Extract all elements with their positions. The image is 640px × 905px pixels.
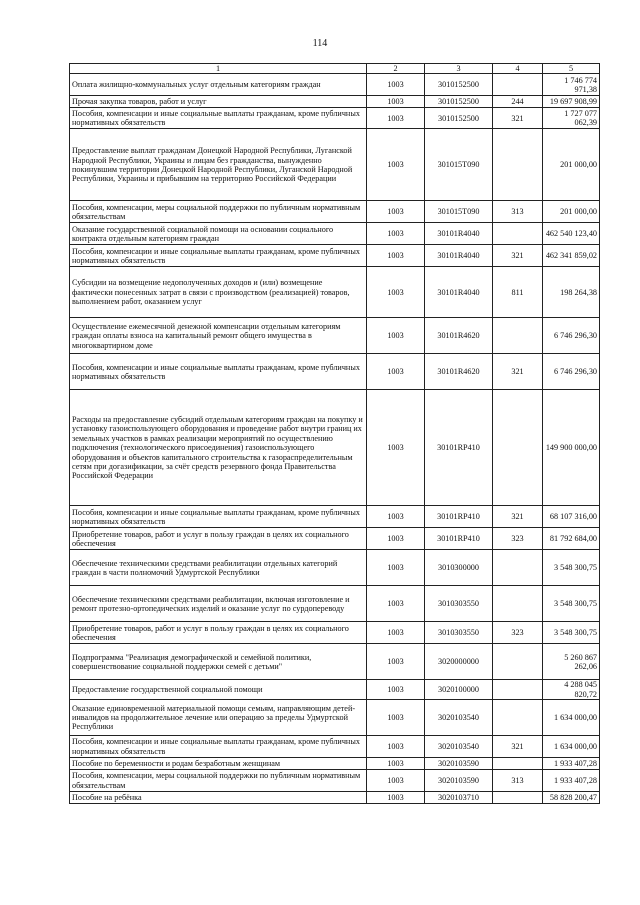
cell-type — [493, 758, 543, 770]
cell-name: Осуществление ежемесячной денежной компенсации отдельным категориям граждан оплаты взноса на капитальный ремонт общего имущества в многоквартирном доме — [70, 318, 367, 354]
cell-name: Обеспечение техническими средствами реабилитации отдельных категорий граждан в части полномочий Удмуртской Республики — [70, 550, 367, 586]
table-row — [70, 245, 600, 267]
cell-type: 321 — [493, 736, 543, 758]
cell-name: Оказание государственной социальной помощи на основании социального контракта отдельным категориям граждан — [70, 223, 367, 245]
cell-amount: 58 828 200,47 — [543, 792, 600, 804]
cell-amount: 462 341 859,02 — [543, 245, 600, 267]
cell-type — [493, 586, 543, 622]
cell-amount: 5 260 867 262,06 — [543, 644, 600, 680]
cell-section: 1003 — [367, 680, 425, 700]
cell-section: 1003 — [367, 758, 425, 770]
cell-target: 30101R4620 — [425, 354, 493, 390]
cell-target: 3010300000 — [425, 550, 493, 586]
cell-name: Пособия, компенсации и иные социальные выплаты гражданам, кроме публичных нормативных обязательств — [70, 506, 367, 528]
cell-section: 1003 — [367, 550, 425, 586]
cell-target: 30101R4040 — [425, 267, 493, 318]
cell-type: 313 — [493, 201, 543, 223]
table-row — [70, 736, 600, 758]
cell-section: 1003 — [367, 354, 425, 390]
cell-amount: 1 634 000,00 — [543, 736, 600, 758]
table-row — [70, 318, 600, 354]
cell-name: Обеспечение техническими средствами реабилитации, включая изготовление и ремонт протезно-ортопедических изделий и оказание услуг по сурдопереводу — [70, 586, 367, 622]
cell-name: Пособия, компенсации, меры социальной поддержки по публичным нормативным обязательствам — [70, 201, 367, 223]
cell-name: Пособия, компенсации и иные социальные выплаты гражданам, кроме публичных нормативных обязательств — [70, 736, 367, 758]
cell-name: Прочая закупка товаров, работ и услуг — [70, 96, 367, 108]
column-header: 4 — [493, 64, 543, 74]
cell-name: Предоставление выплат гражданам Донецкой Народной Республики, Луганской Народной Республики, Украины и лицам без гражданства, вынужденно покинувшим территории Донецкой Народной Республики, Луганской Народной Республики, Украины и прибывшим на территорию Российской Федерации — [70, 129, 367, 201]
table-row — [70, 96, 600, 108]
cell-target: 30101RP410 — [425, 506, 493, 528]
table-row — [70, 74, 600, 96]
cell-section: 1003 — [367, 792, 425, 804]
cell-type — [493, 792, 543, 804]
cell-name: Пособия, компенсации и иные социальные выплаты гражданам, кроме публичных нормативных обязательств — [70, 108, 367, 129]
cell-name: Приобретение товаров, работ и услуг в пользу граждан в целях их социального обеспечения — [70, 528, 367, 550]
cell-section: 1003 — [367, 506, 425, 528]
cell-target: 3010152500 — [425, 74, 493, 96]
cell-type — [493, 680, 543, 700]
cell-target: 30101RP410 — [425, 390, 493, 506]
cell-amount: 3 548 300,75 — [543, 622, 600, 644]
column-header: 1 — [70, 64, 367, 74]
cell-type: 323 — [493, 622, 543, 644]
table-row — [70, 792, 600, 804]
table-row — [70, 201, 600, 223]
table-row — [70, 644, 600, 680]
cell-target: 301015Т090 — [425, 129, 493, 201]
cell-section: 1003 — [367, 318, 425, 354]
table-row — [70, 700, 600, 736]
cell-section: 1003 — [367, 644, 425, 680]
cell-amount: 68 107 316,00 — [543, 506, 600, 528]
cell-amount: 1 746 774 971,38 — [543, 74, 600, 96]
cell-amount: 3 548 300,75 — [543, 586, 600, 622]
cell-amount: 81 792 684,00 — [543, 528, 600, 550]
cell-target: 3010152500 — [425, 96, 493, 108]
table-row — [70, 622, 600, 644]
cell-amount: 149 900 000,00 — [543, 390, 600, 506]
cell-type: 321 — [493, 506, 543, 528]
cell-target: 3020103590 — [425, 770, 493, 792]
cell-section: 1003 — [367, 390, 425, 506]
table-row — [70, 586, 600, 622]
cell-target: 3020103710 — [425, 792, 493, 804]
cell-target: 30101R4040 — [425, 245, 493, 267]
column-header: 5 — [543, 64, 600, 74]
cell-target: 3020103590 — [425, 758, 493, 770]
cell-type: 313 — [493, 770, 543, 792]
cell-name: Приобретение товаров, работ и услуг в пользу граждан в целях их социального обеспечения — [70, 622, 367, 644]
cell-amount: 19 697 908,99 — [543, 96, 600, 108]
cell-type: 323 — [493, 528, 543, 550]
cell-name: Пособия, компенсации и иные социальные выплаты гражданам, кроме публичных нормативных обязательств — [70, 245, 367, 267]
cell-name: Оказание единовременной материальной помощи семьям, направляющим детей-инвалидов на продолжительное лечение или операцию за пределы Удмуртской Республики — [70, 700, 367, 736]
table-row — [70, 390, 600, 506]
budget-table — [69, 63, 600, 804]
table-row — [70, 770, 600, 792]
table-row — [70, 223, 600, 245]
cell-type — [493, 74, 543, 96]
table-row — [70, 506, 600, 528]
cell-section: 1003 — [367, 770, 425, 792]
column-header: 2 — [367, 64, 425, 74]
cell-target: 3010152500 — [425, 108, 493, 129]
cell-target: 3020103540 — [425, 700, 493, 736]
cell-section: 1003 — [367, 108, 425, 129]
cell-amount: 6 746 296,30 — [543, 354, 600, 390]
cell-name: Субсидии на возмещение недополученных доходов и (или) возмещение фактически понесенных затрат в связи с производством (реализацией) товаров, выполнением работ, оказанием услуг — [70, 267, 367, 318]
cell-section: 1003 — [367, 586, 425, 622]
cell-type: 321 — [493, 108, 543, 129]
cell-type — [493, 390, 543, 506]
page-number: 114 — [312, 38, 328, 49]
table-row — [70, 267, 600, 318]
cell-name: Расходы на предоставление субсидий отдельным категориям граждан на покупку и установку газоиспользующего оборудования и проведение работ внутри границ их земельных участков в рамках реализации мероприятий по осуществлению подключения (технологического присоединения) газоиспользующего оборудования и объектов капитального строительства к газораспределительным сетям при догазификации, за счёт средств резервного фонда Правительства Российской Федерации — [70, 390, 367, 506]
cell-target: 30101R4040 — [425, 223, 493, 245]
cell-name: Пособие по беременности и родам безработным женщинам — [70, 758, 367, 770]
cell-target: 3020103540 — [425, 736, 493, 758]
cell-name: Пособия, компенсации, меры социальной поддержки по публичным нормативным обязательствам — [70, 770, 367, 792]
cell-section: 1003 — [367, 201, 425, 223]
cell-type: 244 — [493, 96, 543, 108]
cell-amount: 6 746 296,30 — [543, 318, 600, 354]
cell-section: 1003 — [367, 129, 425, 201]
table-header-row — [70, 64, 600, 74]
cell-section: 1003 — [367, 74, 425, 96]
cell-name: Предоставление государственной социальной помощи — [70, 680, 367, 700]
cell-target: 3010303550 — [425, 586, 493, 622]
cell-target: 3020100000 — [425, 680, 493, 700]
column-header: 3 — [425, 64, 493, 74]
cell-section: 1003 — [367, 736, 425, 758]
cell-name: Оплата жилищно-коммунальных услуг отдельным категориям граждан — [70, 74, 367, 96]
cell-name: Пособие на ребёнка — [70, 792, 367, 804]
cell-amount: 201 000,00 — [543, 129, 600, 201]
cell-target: 30101RP410 — [425, 528, 493, 550]
cell-section: 1003 — [367, 622, 425, 644]
cell-type — [493, 129, 543, 201]
cell-section: 1003 — [367, 700, 425, 736]
cell-section: 1003 — [367, 267, 425, 318]
cell-type — [493, 318, 543, 354]
cell-target: 301015Т090 — [425, 201, 493, 223]
table-row — [70, 129, 600, 201]
table-row — [70, 550, 600, 586]
cell-type — [493, 550, 543, 586]
table-row — [70, 758, 600, 770]
cell-amount: 4 288 045 820,72 — [543, 680, 600, 700]
cell-amount: 1 933 407,28 — [543, 758, 600, 770]
cell-target: 3020000000 — [425, 644, 493, 680]
table-row — [70, 528, 600, 550]
cell-name: Пособия, компенсации и иные социальные выплаты гражданам, кроме публичных нормативных обязательств — [70, 354, 367, 390]
cell-amount: 1 727 077 062,39 — [543, 108, 600, 129]
cell-type: 811 — [493, 267, 543, 318]
cell-section: 1003 — [367, 96, 425, 108]
cell-target: 30101R4620 — [425, 318, 493, 354]
cell-section: 1003 — [367, 528, 425, 550]
table-row — [70, 354, 600, 390]
table-row — [70, 108, 600, 129]
cell-amount: 462 540 123,40 — [543, 223, 600, 245]
cell-type: 321 — [493, 354, 543, 390]
cell-amount: 3 548 300,75 — [543, 550, 600, 586]
cell-amount: 1 933 407,28 — [543, 770, 600, 792]
cell-type — [493, 644, 543, 680]
cell-amount: 201 000,00 — [543, 201, 600, 223]
cell-target: 3010303550 — [425, 622, 493, 644]
cell-type: 321 — [493, 245, 543, 267]
cell-section: 1003 — [367, 223, 425, 245]
table-row — [70, 680, 600, 700]
cell-amount: 1 634 000,00 — [543, 700, 600, 736]
cell-type — [493, 700, 543, 736]
cell-amount: 198 264,38 — [543, 267, 600, 318]
cell-type — [493, 223, 543, 245]
cell-section: 1003 — [367, 245, 425, 267]
cell-name: Подпрограмма "Реализация демографической и семейной политики, совершенствование социальной поддержки семей с детьми" — [70, 644, 367, 680]
